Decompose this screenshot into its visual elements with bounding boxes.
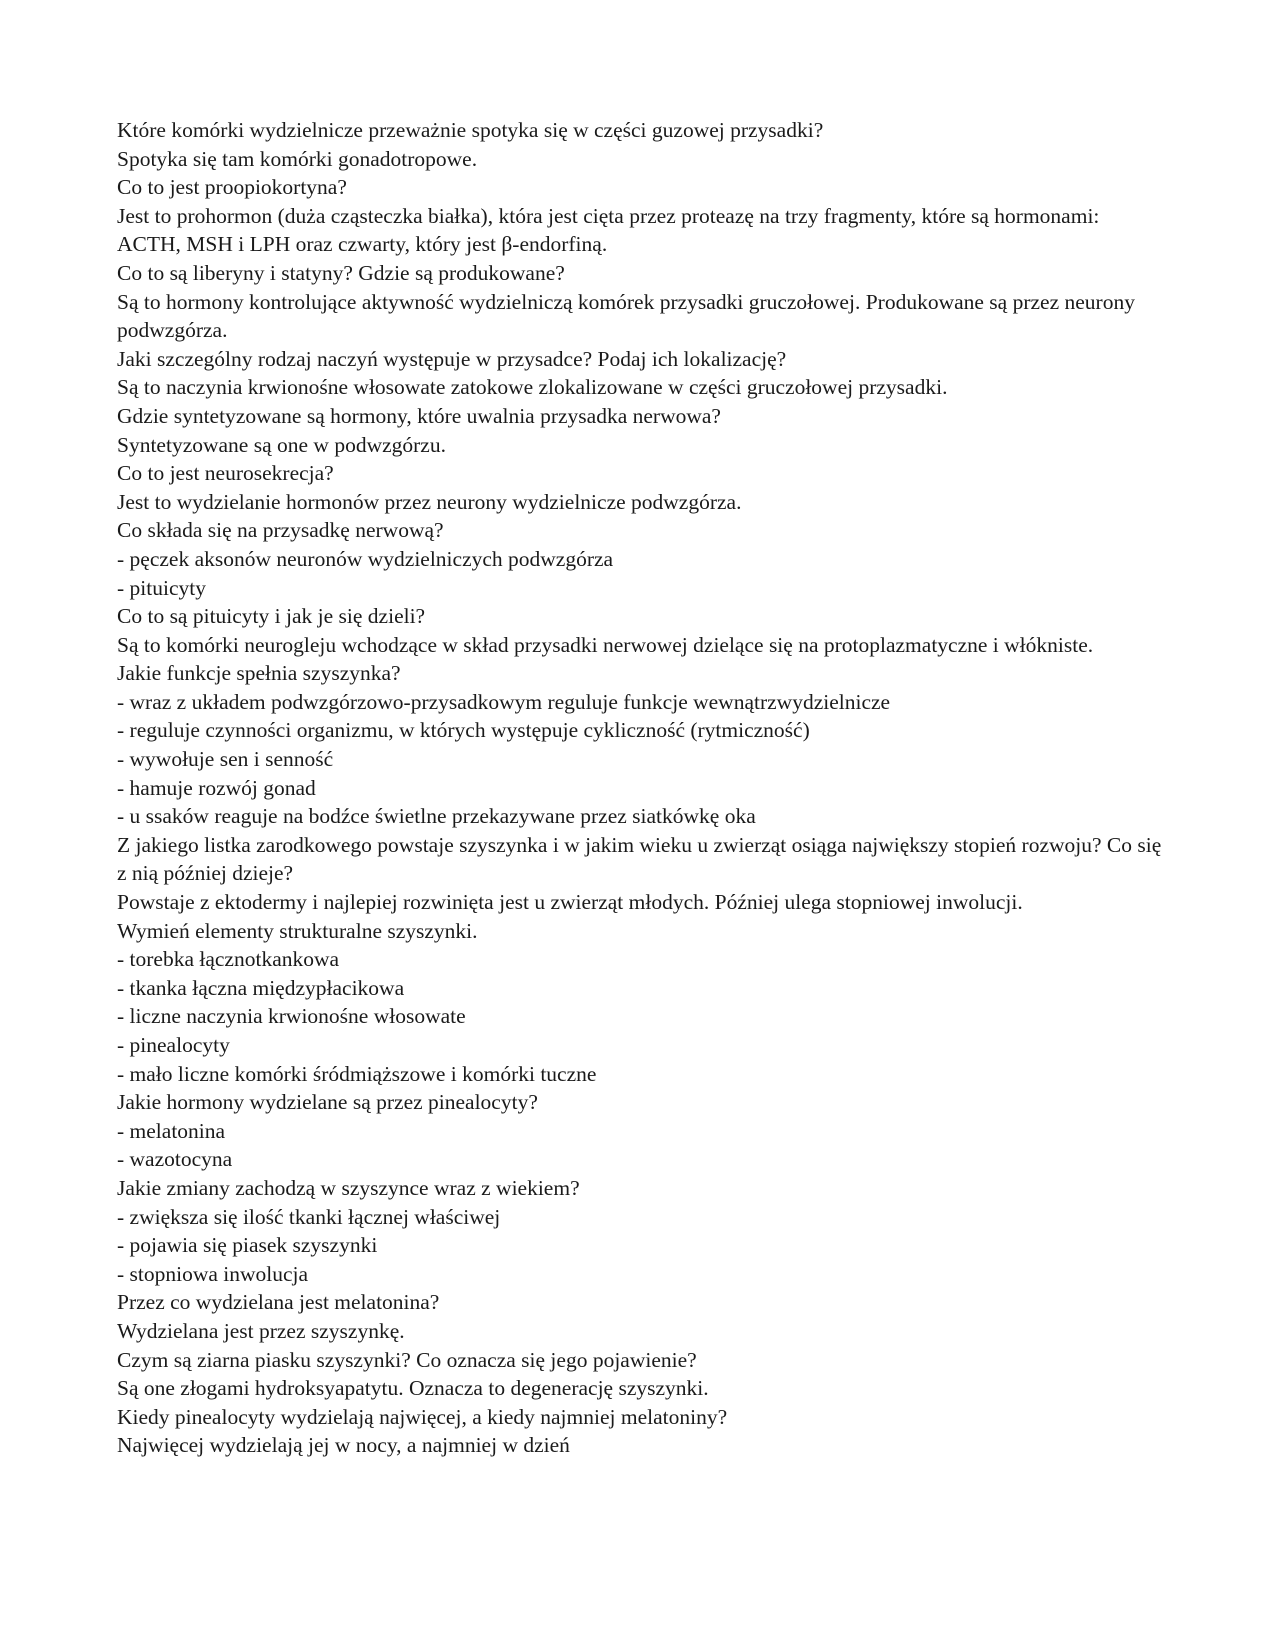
text-line: Najwięcej wydzielają jej w nocy, a najmniej w dzień — [117, 1433, 570, 1458]
text-line: Co to są pituicyty i jak je się dzieli? — [117, 604, 426, 629]
text-line: Z jakiego listka zarodkowego powstaje szyszynka i w jakim wieku u zwierząt osiąga największy stopień rozwoju? Co się z nią później dzieje? — [117, 832, 1162, 886]
text-line: Co to są liberyny i statyny? Gdzie są produkowane? — [117, 260, 565, 285]
text-line: - pojawia się piasek szyszynki — [117, 1233, 378, 1258]
text-line: Jest to prohormon (duża cząsteczka białka), która jest cięta przez proteazę na trzy fragmenty, które są hormonami: ACTH, MSH i LPH oraz czwarty, który jest β-endorfiną. — [117, 203, 1100, 257]
text-line: Są one złogami hydroksyapatytu. Oznacza to degenerację szyszynki. — [117, 1376, 709, 1401]
text-line: Jakie zmiany zachodzą w szyszynce wraz z wiekiem? — [117, 1175, 580, 1200]
text-line: - wraz z układem podwzgórzowo-przysadkowym reguluje funkcje wewnątrzwydzielnicze — [117, 689, 891, 714]
text-line: - stopniowa inwolucja — [117, 1261, 309, 1286]
text-line: - wazotocyna — [117, 1147, 233, 1172]
text-line: - tkanka łączna międzypłacikowa — [117, 975, 405, 1000]
text-line: Kiedy pinealocyty wydzielają najwięcej, a kiedy najmniej melatoniny? — [117, 1404, 728, 1429]
text-line: Są to naczynia krwionośne włosowate zatokowe zlokalizowane w części gruczołowej przysadki. — [117, 375, 948, 400]
text-line: - u ssaków reaguje na bodźce świetlne przekazywane przez siatkówkę oka — [117, 804, 756, 829]
text-line: Co to jest neurosekrecja? — [117, 461, 334, 486]
text-line: Spotyka się tam komórki gonadotropowe. — [117, 146, 478, 171]
text-line: Jest to wydzielanie hormonów przez neurony wydzielnicze podwzgórza. — [117, 489, 742, 514]
text-line: - pinealocyty — [117, 1033, 230, 1057]
text-line: Wymień elementy strukturalne szyszynki. — [117, 918, 478, 943]
text-line: - hamuje rozwój gonad — [117, 775, 316, 800]
text-line: Co składa się na przysadkę nerwową? — [117, 518, 444, 543]
text-line: Jaki szczególny rodzaj naczyń występuje w przysadce? Podaj ich lokalizację? — [117, 346, 787, 371]
text-line: Jakie funkcje spełnia szyszynka? — [117, 661, 401, 686]
text-line: Powstaje z ektodermy i najlepiej rozwinięta jest u zwierząt młodych. Później ulega stopniowej inwolucji. — [117, 890, 1023, 915]
text-line: - pituicyty — [117, 575, 206, 600]
text-line: - melatonina — [117, 1118, 226, 1143]
text-line: Czym są ziarna piasku szyszynki? Co oznacza się jego pojawienie? — [117, 1347, 697, 1372]
text-line: - pęczek aksonów neuronów wydzielniczych podwzgórza — [117, 546, 614, 571]
text-line: - mało liczne komórki śródmiąższowe i komórki tuczne — [117, 1061, 597, 1086]
text-line: Które komórki wydzielnicze przeważnie spotyka się w części guzowej przysadki? — [117, 118, 824, 142]
text-line: - zwiększa się ilość tkanki łącznej właściwej — [117, 1204, 501, 1229]
text-line: Jakie hormony wydzielane są przez pinealocyty? — [117, 1090, 538, 1115]
text-line: - liczne naczynia krwionośne włosowate — [117, 1004, 466, 1029]
text-line: Są to hormony kontrolujące aktywność wydzielniczą komórek przysadki gruczołowej. Produkowane są przez neurony podwzgórza. — [117, 289, 1135, 343]
text-line: - reguluje czynności organizmu, w których występuje cykliczność (rytmiczność) — [117, 718, 810, 743]
text-line: - torebka łącznotkankowa — [117, 947, 340, 972]
text-line: Gdzie syntetyzowane są hormony, które uwalnia przysadka nerwowa? — [117, 403, 721, 428]
text-line: Są to komórki neurogleju wchodzące w skład przysadki nerwowej dzielące się na protoplazmatyczne i włókniste. — [117, 632, 1094, 657]
text-line: - wywołuje sen i senność — [117, 747, 334, 772]
text-line: Co to jest proopiokortyna? — [117, 175, 347, 200]
text-line: Wydzielana jest przez szyszynkę. — [117, 1318, 405, 1343]
text-line: Syntetyzowane są one w podwzgórzu. — [117, 432, 446, 457]
text-line: Przez co wydzielana jest melatonina? — [117, 1290, 440, 1315]
document-body — [117, 116, 1167, 1460]
